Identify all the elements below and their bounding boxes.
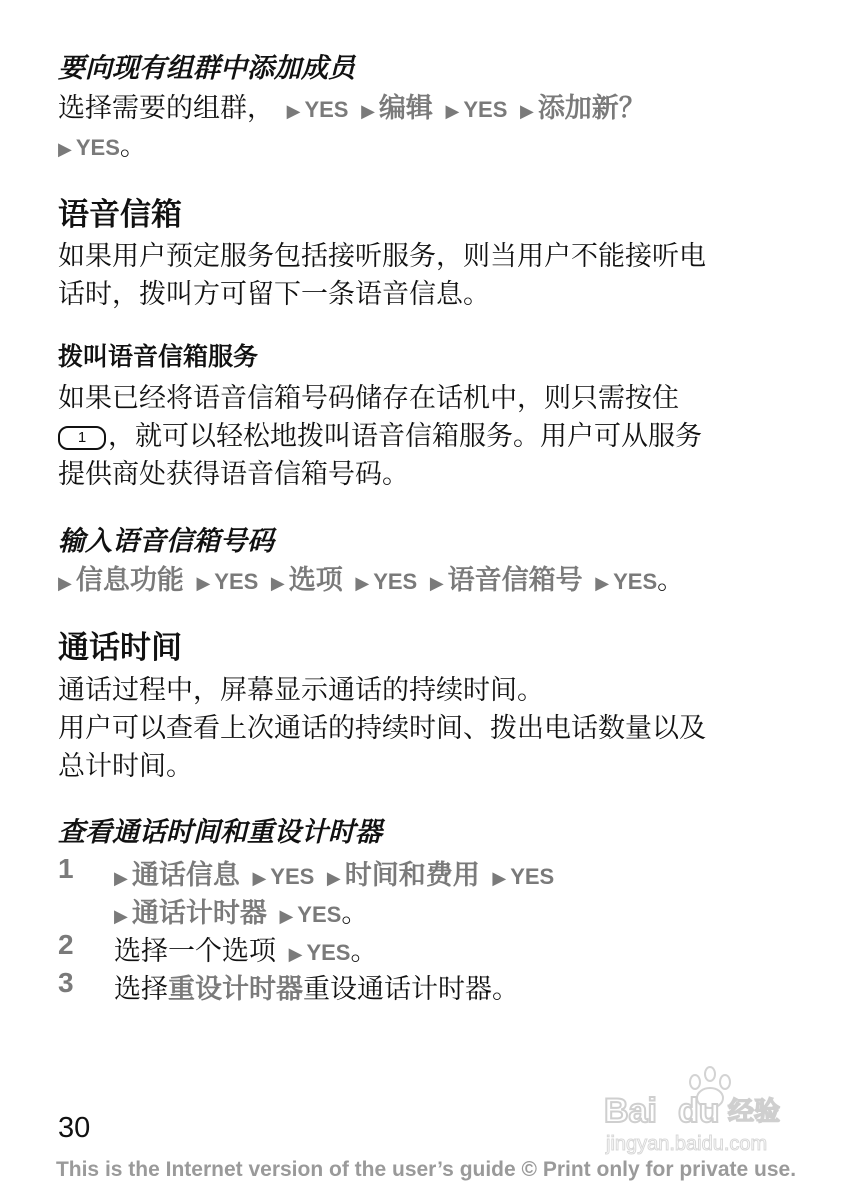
- arrow-right-icon: ▶: [286, 101, 301, 122]
- yes-key-label: YES: [214, 569, 259, 594]
- key-1-icon: 1: [58, 426, 106, 450]
- menu-time-cost: 时间和费用: [344, 860, 480, 891]
- add-members-instruction: 选择需要的组群，: [58, 93, 274, 124]
- arrow-right-icon: ▶: [114, 868, 128, 889]
- arrow-right-icon: ▶: [492, 868, 507, 889]
- footer-disclaimer: This is the Internet version of the user’s guide © Print only for private use.: [55, 1158, 797, 1181]
- step-3-text-before: 选择: [114, 974, 168, 1005]
- yes-key-label: YES: [373, 569, 418, 594]
- yes-key-label: YES: [306, 940, 351, 965]
- arrow-right-icon: ▶: [58, 573, 72, 594]
- voicemail-line1: 如果用户预定服务包括接听服务，则当用户不能接听电: [58, 241, 706, 272]
- step-number: 2: [58, 929, 74, 960]
- menu-call-timers: 通话计时器: [131, 898, 267, 929]
- watermark-url: jingyan.baidu.com: [606, 1133, 768, 1155]
- enter-number-path: [58, 562, 684, 602]
- call-time-line2: 用户可以查看上次通话的持续时间、拨出电话数量以及: [58, 713, 706, 744]
- step-1-line2: [114, 891, 368, 930]
- section-title-call-voicemail: 拨叫语音信箱服务: [58, 342, 259, 371]
- arrow-right-icon: ▶: [355, 573, 370, 594]
- end-punct: 。: [350, 936, 378, 967]
- voicemail-line2: 话时，拨叫方可留下一条语音信息。: [58, 279, 490, 310]
- menu-options: 选项: [288, 565, 343, 596]
- watermark-brand: Bai: [604, 1092, 657, 1130]
- menu-reset-timers: 重设计时器: [168, 974, 303, 1005]
- step-2-line: [114, 929, 377, 968]
- yes-key-label: YES: [510, 864, 555, 889]
- step-3-line: [114, 967, 519, 1006]
- section-title-add-members: 要向现有组群中添加成员: [58, 53, 355, 84]
- section-title-enter-number: 输入语音信箱号码: [58, 526, 274, 557]
- arrow-right-icon: ▶: [58, 139, 72, 160]
- arrow-right-icon: ▶: [361, 101, 375, 122]
- yes-key-label: YES: [304, 97, 349, 122]
- step-2-text: 选择一个选项: [114, 936, 276, 967]
- watermark-brand2: du: [678, 1092, 720, 1130]
- page-number: 30: [58, 1112, 91, 1144]
- arrow-right-icon: ▶: [252, 868, 267, 889]
- section-title-view-call-time: 查看通话时间和重设计时器: [58, 817, 382, 848]
- call-voicemail-line3: 提供商处获得语音信箱号码。: [58, 459, 409, 490]
- end-punct: 。: [657, 565, 685, 596]
- step-number: 3: [58, 967, 74, 998]
- step-number: 1: [58, 853, 74, 884]
- end-punct: 。: [119, 131, 147, 162]
- yes-key-label: YES: [613, 569, 658, 594]
- arrow-right-icon: ▶: [114, 906, 128, 927]
- call-voicemail-line1: 如果已经将语音信箱号码储存在话机中，则只需按住: [58, 383, 679, 414]
- heading-voicemail: 语音信箱: [58, 197, 182, 233]
- yes-key-label: YES: [75, 135, 120, 160]
- yes-key-label: YES: [270, 864, 315, 889]
- arrow-right-icon: ▶: [288, 944, 303, 965]
- call-voicemail-line2-text: ，就可以轻松地拨叫语音信箱服务。用户可从服务: [108, 421, 702, 452]
- arrow-right-icon: ▶: [279, 906, 294, 927]
- arrow-right-icon: ▶: [326, 868, 341, 889]
- menu-edit: 编辑: [378, 93, 433, 124]
- add-members-line1: [58, 90, 646, 130]
- arrow-right-icon: ▶: [196, 573, 211, 594]
- arrow-right-icon: ▶: [445, 101, 460, 122]
- yes-key-label: YES: [463, 97, 508, 122]
- watermark-jingyan: 经验: [728, 1097, 781, 1127]
- arrow-right-icon: ▶: [519, 101, 534, 122]
- menu-call-info: 通话信息: [131, 860, 240, 891]
- heading-call-time: 通话时间: [58, 630, 182, 666]
- call-time-line1: 通话过程中，屏幕显示通话的持续时间。: [58, 675, 544, 706]
- menu-voicemail-number: 语音信箱号: [447, 565, 583, 596]
- arrow-right-icon: ▶: [595, 573, 610, 594]
- arrow-right-icon: ▶: [270, 573, 285, 594]
- call-time-line3: 总计时间。: [58, 751, 193, 782]
- add-members-line2: [58, 128, 147, 168]
- baidu-watermark-logo: [600, 1060, 810, 1160]
- end-punct: 。: [341, 898, 369, 929]
- call-voicemail-line2: [58, 418, 702, 455]
- arrow-right-icon: ▶: [429, 573, 444, 594]
- menu-messaging: 信息功能: [75, 565, 184, 596]
- yes-key-label: YES: [297, 902, 342, 927]
- step-3-text-after: 重设通话计时器。: [303, 974, 519, 1005]
- menu-add-new: 添加新？: [537, 93, 646, 124]
- step-1-line1: [114, 853, 554, 892]
